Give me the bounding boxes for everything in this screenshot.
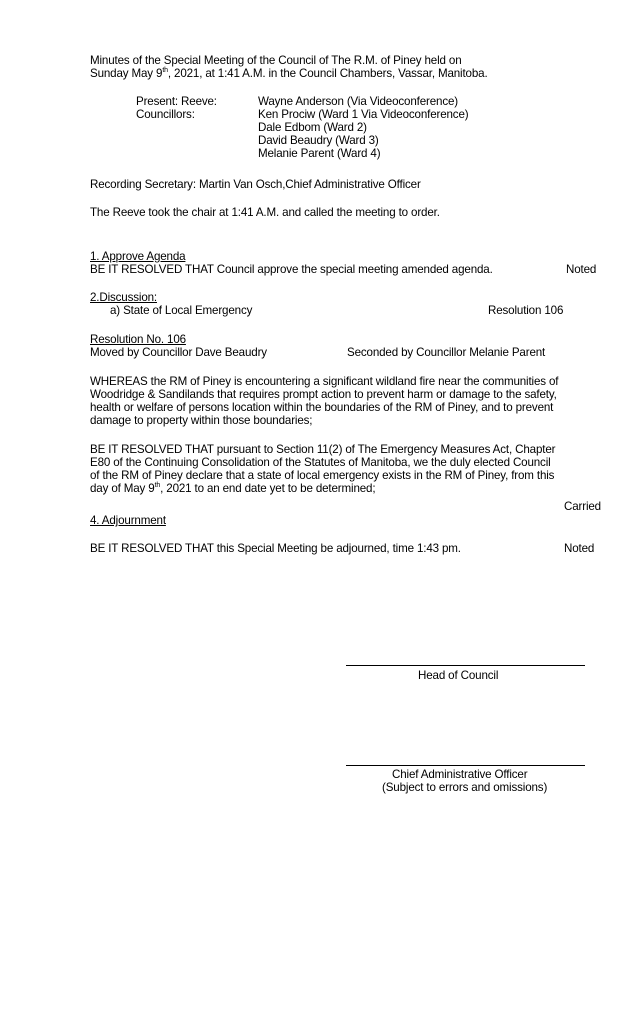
resolved-line: of the RM of Piney declare that a state of local emergency exists in the RM of Piney, from this [90, 469, 555, 482]
signature-label-cao: Chief Administrative Officer [392, 768, 528, 781]
section-heading-discussion: 2.Discussion: [90, 291, 157, 304]
whereas-line: damage to property within those boundaries; [90, 414, 313, 427]
call-to-order: The Reeve took the chair at 1:41 A.M. and called the meeting to order. [90, 206, 440, 219]
approve-agenda-text: BE IT RESOLVED THAT Council approve the special meeting amended agenda. [90, 263, 493, 276]
resolved-line: E80 of the Continuing Consolidation of the Statutes of Manitoba, we the duly elected Council [90, 456, 551, 469]
signature-line-cao [346, 765, 585, 766]
attendee-name: David Beaudry (Ward 3) [258, 134, 379, 147]
header-line-1: Minutes of the Special Meeting of the Council of The R.M. of Piney held on [90, 54, 462, 67]
signature-label-head-of-council: Head of Council [418, 669, 499, 682]
header-line-2: Sunday May 9th, 2021, at 1:41 A.M. in the Council Chambers, Vassar, Manitoba. [90, 67, 488, 80]
resolution-status: Carried [564, 500, 601, 513]
discussion-item-ref: Resolution 106 [488, 304, 564, 317]
section-heading-adjournment: 4. Adjournment [90, 514, 166, 527]
attendee-name: Wayne Anderson (Via Videoconference) [258, 95, 458, 108]
attendee-name: Melanie Parent (Ward 4) [258, 147, 381, 160]
signature-line-head-of-council [346, 665, 585, 666]
resolved-line: day of May 9th, 2021 to an end date yet to be determined; [90, 482, 376, 495]
resolution-heading: Resolution No. 106 [90, 333, 186, 346]
attendee-name: Ken Prociw (Ward 1 Via Videoconference) [258, 108, 469, 121]
resolution-moved: Moved by Councillor Dave Beaudry [90, 346, 267, 359]
adjournment-text: BE IT RESOLVED THAT this Special Meeting be adjourned, time 1:43 pm. [90, 542, 461, 555]
councillors-label: Councillors: [136, 108, 195, 121]
resolution-seconded: Seconded by Councillor Melanie Parent [347, 346, 546, 359]
attendee-name: Dale Edbom (Ward 2) [258, 121, 367, 134]
adjournment-status: Noted [564, 542, 595, 555]
present-label: Present: Reeve: [136, 95, 217, 108]
section-heading-approve-agenda: 1. Approve Agenda [90, 250, 186, 263]
whereas-line: WHEREAS the RM of Piney is encountering a significant wildland fire near the communities of [90, 375, 559, 388]
recording-secretary: Recording Secretary: Martin Van Osch,Chief Administrative Officer [90, 178, 421, 191]
signature-note: (Subject to errors and omissions) [382, 781, 548, 794]
whereas-line: health or welfare of persons location within the boundaries of the RM of Piney, and to prevent [90, 401, 554, 414]
approve-agenda-status: Noted [566, 263, 597, 276]
whereas-line: Woodridge & Sandilands that requires prompt action to prevent harm or damage to the safety, [90, 388, 557, 401]
discussion-item: a) State of Local Emergency [110, 304, 253, 317]
resolved-line: BE IT RESOLVED THAT pursuant to Section 11(2) of The Emergency Measures Act, Chapter [90, 443, 556, 456]
